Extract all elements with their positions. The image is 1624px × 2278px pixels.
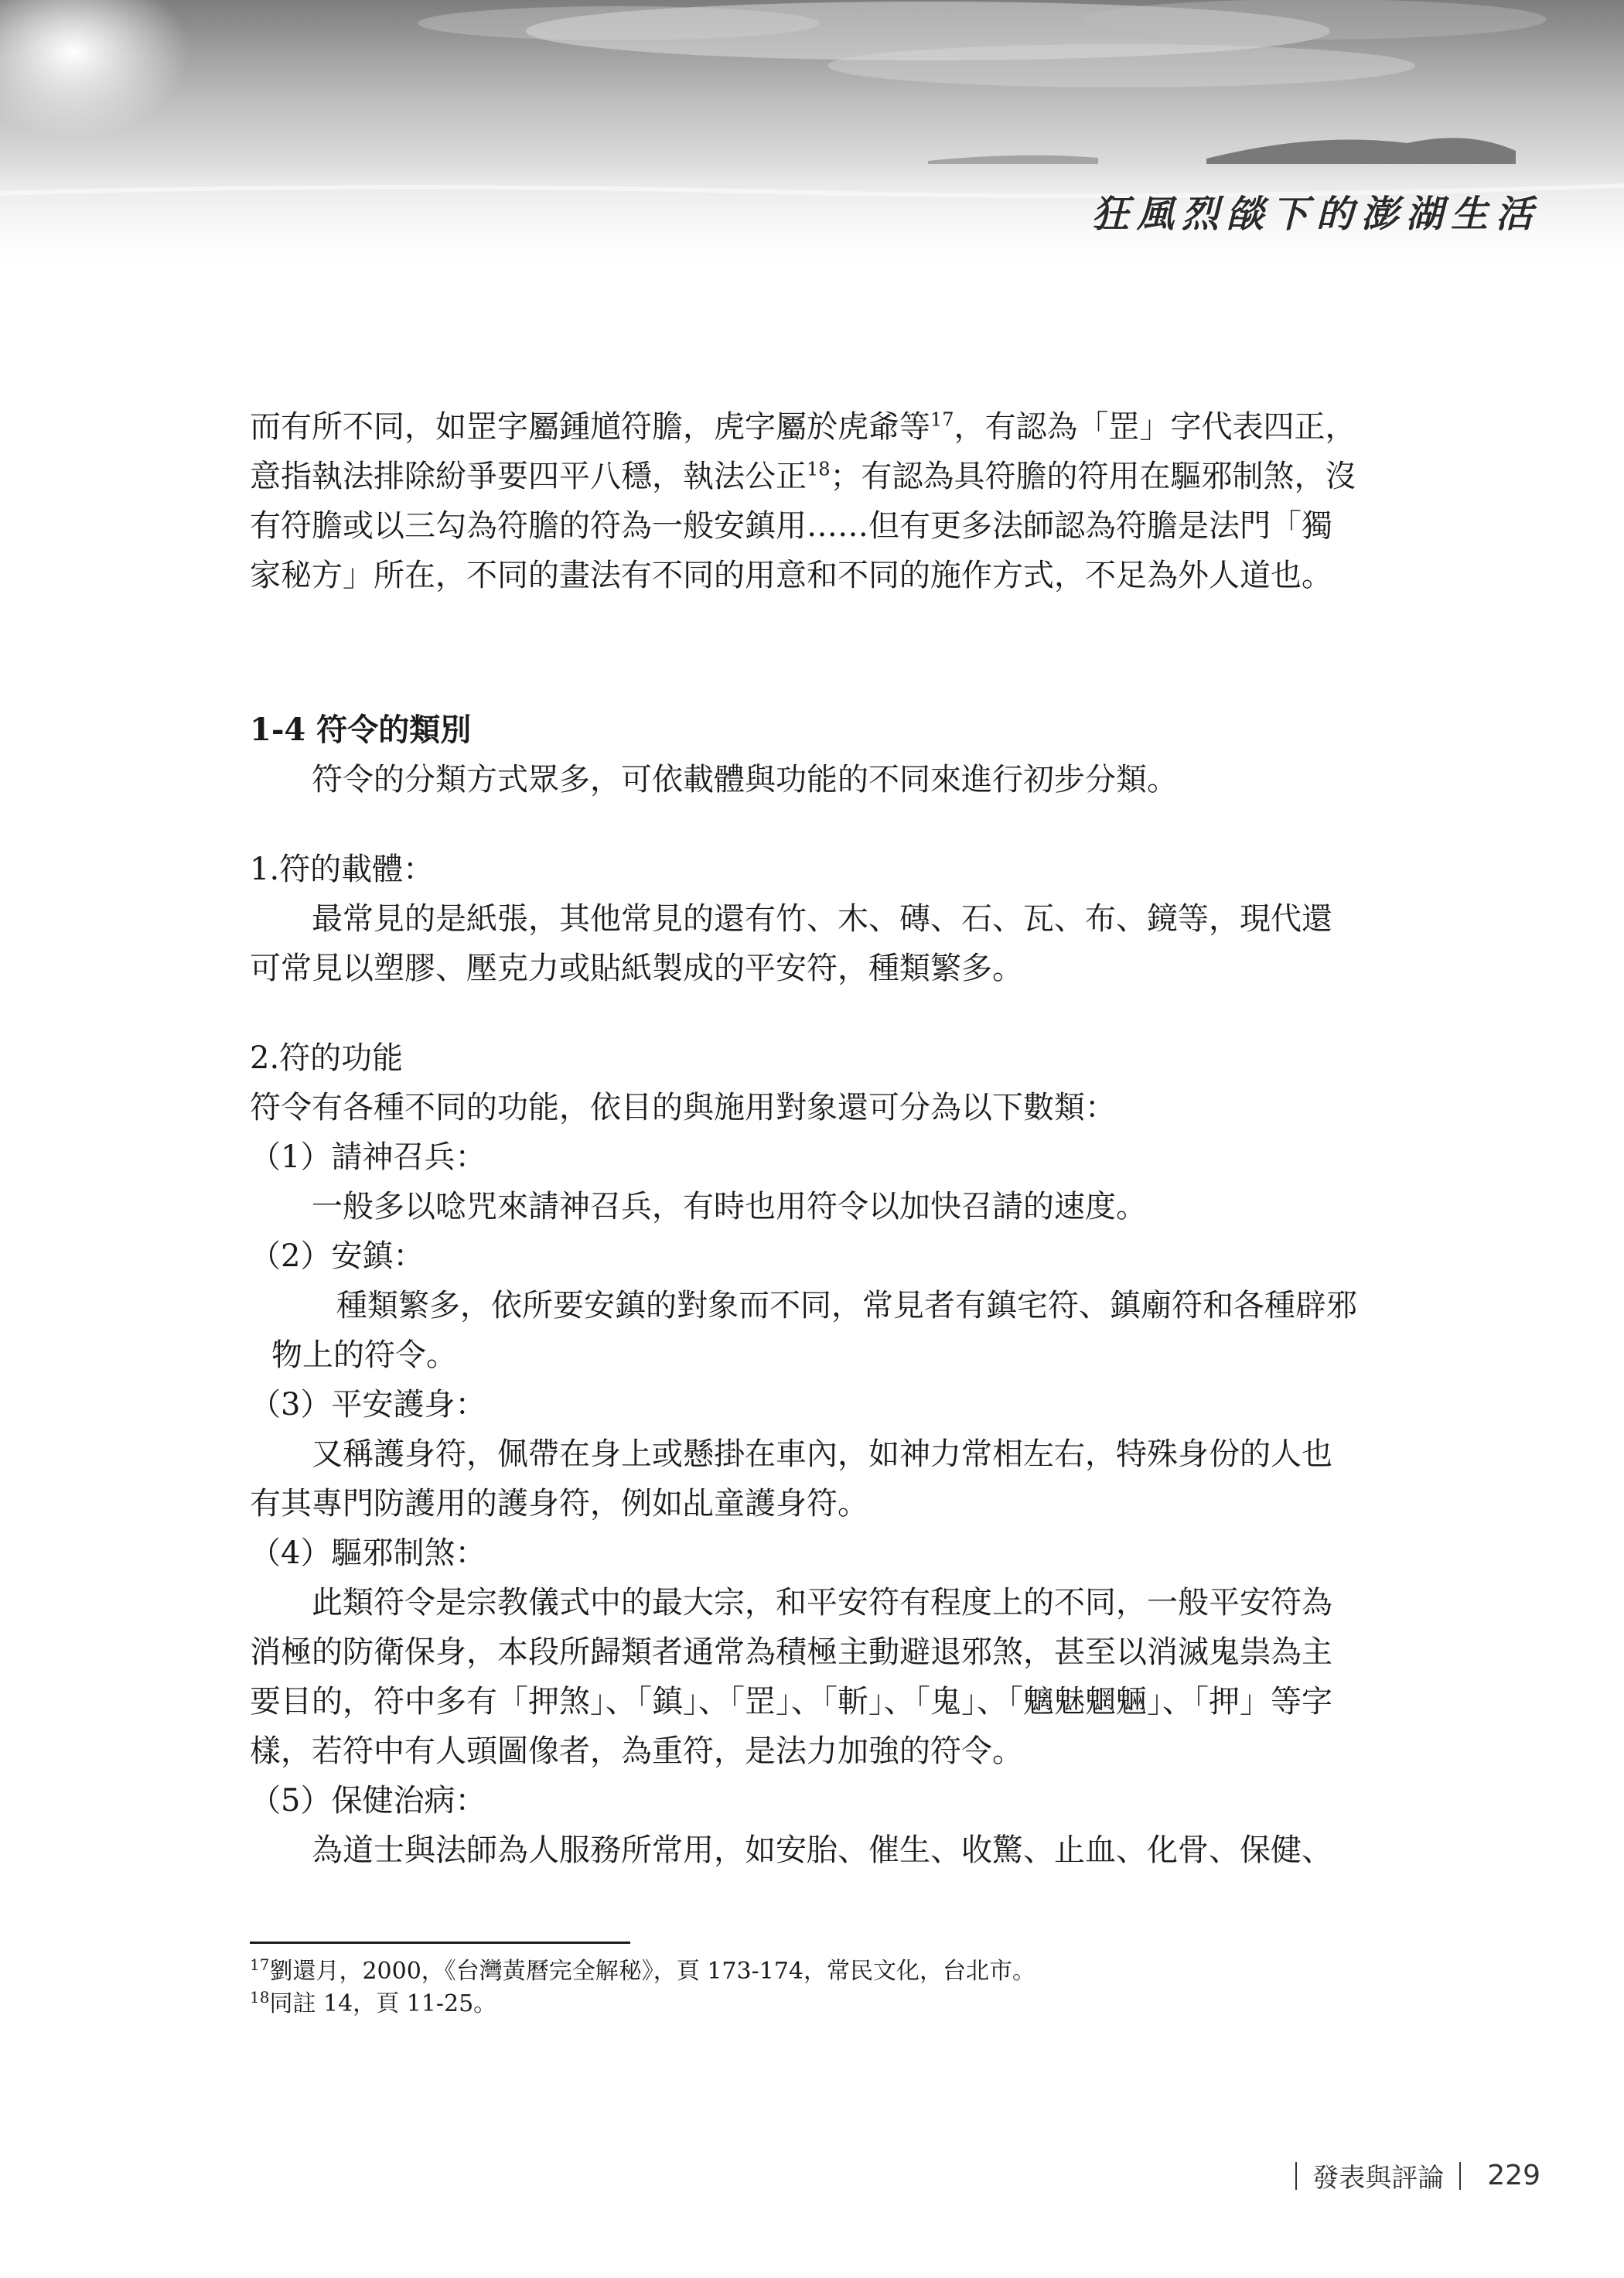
item-label: （4）驅邪制煞： [250, 1535, 486, 1571]
divider [1295, 2162, 1297, 2190]
item-line: 又稱護身符，佩帶在身上或懸掛在車內，如神力常相左右，特殊身份的人也 [312, 1436, 1332, 1472]
item-line: 樣，若符中有人頭圖像者，為重符，是法力加強的符令。 [250, 1733, 1023, 1769]
item-label: （1）請神召兵： [250, 1139, 486, 1175]
page-footer [1280, 2157, 1540, 2194]
section-label: 發表與評論 [1312, 2163, 1445, 2194]
text-line: 家秘方」所在，不同的畫法有不同的用意和不同的施作方式，不足為外人道也。 [250, 558, 1332, 593]
running-title: 狂風烈燄下的澎湖生活 [1091, 193, 1540, 236]
footnote-17: $^{17}$劉還月，2000，《台灣黃曆完全解秘》，頁 173-174，常民文化，台北市。 [250, 1955, 1035, 1985]
text-line: 有符膽或以三勾為符膽的符為一般安鎮用……但有更多法師認為符膽是法門「獨 [250, 508, 1332, 544]
text-line: 而有所不同，如罡字屬鍾馗符膽，虎字屬於虎爺等$^{17}$，有認為「罡」字代表四正， [250, 408, 1356, 445]
carrier-line: 可常見以塑膠、壓克力或貼紙製成的平安符，種類繁多。 [250, 951, 1023, 986]
item-line: 為道士與法師為人服務所常用，如安胎、催生、收驚、止血、化骨、保健、 [312, 1832, 1332, 1868]
item-line: 消極的防衛保身，本段所歸類者通常為積極主動避退邪煞，甚至以消滅鬼祟為主 [250, 1634, 1332, 1670]
item-line: 有其專門防護用的護身符，例如乩童護身符。 [250, 1486, 868, 1522]
footnote-ref-18[interactable]: 18 [807, 458, 831, 480]
footnote-ref-17[interactable]: 17 [930, 408, 954, 431]
item-line: 一般多以唸咒來請神召兵，有時也用符令以加快召請的速度。 [312, 1189, 1147, 1224]
item-line: 物上的符令。 [271, 1337, 457, 1373]
footnotes [250, 1955, 1375, 2020]
page-number: 229 [1487, 2160, 1540, 2191]
footnote-18: $^{18}$同註 14，頁 11-25。 [250, 1988, 497, 2017]
item-label: （5）保健治病： [250, 1783, 486, 1819]
continued-paragraph [250, 402, 1375, 600]
item-line: 此類符令是宗教儀式中的最大宗，和平安符有程度上的不同，一般平安符為 [312, 1585, 1332, 1621]
section-heading: 1-4 符令的類別 [250, 712, 472, 748]
footnote-rule [250, 1942, 630, 1944]
divider [1459, 2162, 1461, 2190]
item-label: （3）平安護身： [250, 1387, 486, 1422]
header-banner [0, 0, 1624, 278]
item-line: 要目的，符中多有「押煞」、「鎮」、「罡」、「斬」、「鬼」、「魑魅魍魎」、「押」等字 [250, 1684, 1332, 1720]
section-1-4 [250, 705, 1375, 1875]
function-title: 2.符的功能 [250, 1040, 404, 1076]
function-intro: 符令有各種不同的功能，依目的與施用對象還可分為以下數類： [250, 1090, 1116, 1125]
carrier-line: 最常見的是紙張，其他常見的還有竹、木、磚、石、瓦、布、鏡等，現代還 [312, 901, 1332, 937]
carrier-title: 1.符的載體： [250, 852, 435, 887]
item-line: 種類繁多，依所要安鎮的對象而不同，常見者有鎮宅符、鎮廟符和各種辟邪 [336, 1288, 1357, 1323]
section-intro: 符令的分類方式眾多，可依載體與功能的不同來進行初步分類。 [312, 762, 1178, 797]
text-line: 意指執法排除紛爭要四平八穩，執法公正$^{18}$；有認為具符膽的符用在驅邪制煞，沒 [250, 458, 1356, 494]
item-label: （2）安鎮： [250, 1238, 425, 1274]
